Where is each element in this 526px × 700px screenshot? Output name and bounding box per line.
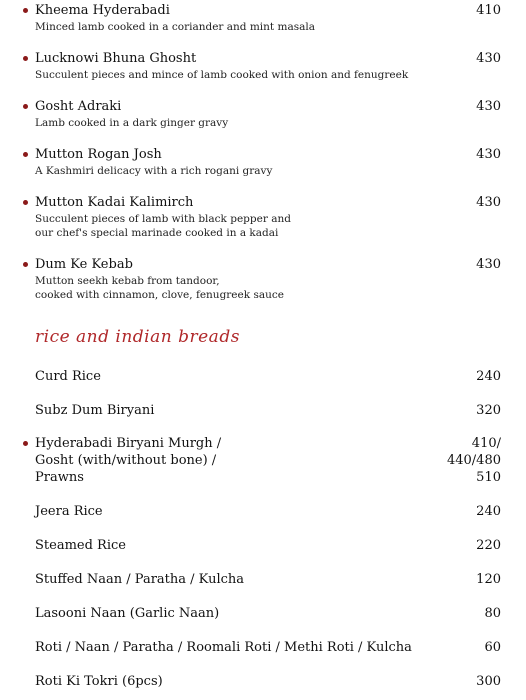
dish-price: 60 [484, 640, 501, 655]
dish-description: Succulent pieces and mince of lamb cooked with onion and fenugreek [35, 69, 409, 81]
dish-name: Mutton Rogan Josh [35, 147, 162, 162]
dish-name: Roti / Naan / Paratha / Roomali Roti / Methi Roti / Kulcha [35, 640, 412, 655]
dish-description: Lamb cooked in a dark ginger gravy [35, 117, 229, 129]
bullet-icon [23, 8, 28, 13]
dish-price: 410 [476, 3, 501, 18]
dish-price: 120 [476, 572, 501, 587]
dish-description: Mutton seekh kebab from tandoor, cooked with cinnamon, clove, fenugreek sauce [35, 275, 284, 301]
dish-price: 240 [476, 504, 501, 519]
dish-description: Succulent pieces of lamb with black pepper and our chef's special marinade cooked in a kadai [35, 213, 291, 239]
dish-name: Stuffed Naan / Paratha / Kulcha [35, 572, 245, 587]
dish-name: Steamed Rice [35, 538, 126, 553]
dish-description: A Kashmiri delicacy with a rich rogani gravy [35, 165, 273, 177]
dish-description: Minced lamb cooked in a coriander and mint masala [35, 21, 315, 33]
dish-price: 430 [476, 99, 501, 114]
bullet-icon [23, 441, 28, 446]
section-title: rice and indian breads [35, 327, 240, 347]
bullet-icon [23, 152, 28, 157]
dish-name: Mutton Kadai Kalimirch [35, 195, 194, 210]
bullet-icon [23, 262, 28, 267]
dish-name: Kheema Hyderabadi [35, 3, 170, 18]
bullet-icon [23, 104, 28, 109]
bullet-icon [23, 200, 28, 205]
dish-price: 430 [476, 195, 501, 210]
dish-name: Subz Dum Biryani [35, 403, 155, 418]
dish-price: 430 [476, 257, 501, 272]
dish-name: Dum Ke Kebab [35, 257, 133, 272]
dish-price: 220 [476, 538, 501, 553]
dish-name: Curd Rice [35, 369, 101, 384]
dish-name: Lucknowi Bhuna Ghosht [35, 51, 197, 66]
dish-name: Jeera Rice [35, 504, 103, 519]
dish-price: 410/ 440/480 510 [446, 436, 501, 485]
dish-name: Roti Ki Tokri (6pcs) [35, 674, 163, 689]
dish-price: 80 [484, 606, 501, 621]
dish-price: 240 [476, 369, 501, 384]
dish-price: 320 [476, 403, 501, 418]
dish-price: 300 [476, 674, 501, 689]
dish-name: Hyderabadi Biryani Murgh / Gosht (with/without bone) / Prawns [35, 436, 222, 485]
dish-price: 430 [476, 147, 501, 162]
bullet-icon [23, 56, 28, 61]
dish-price: 430 [476, 51, 501, 66]
dish-name: Lasooni Naan (Garlic Naan) [35, 606, 220, 621]
dish-name: Gosht Adraki [35, 99, 122, 114]
